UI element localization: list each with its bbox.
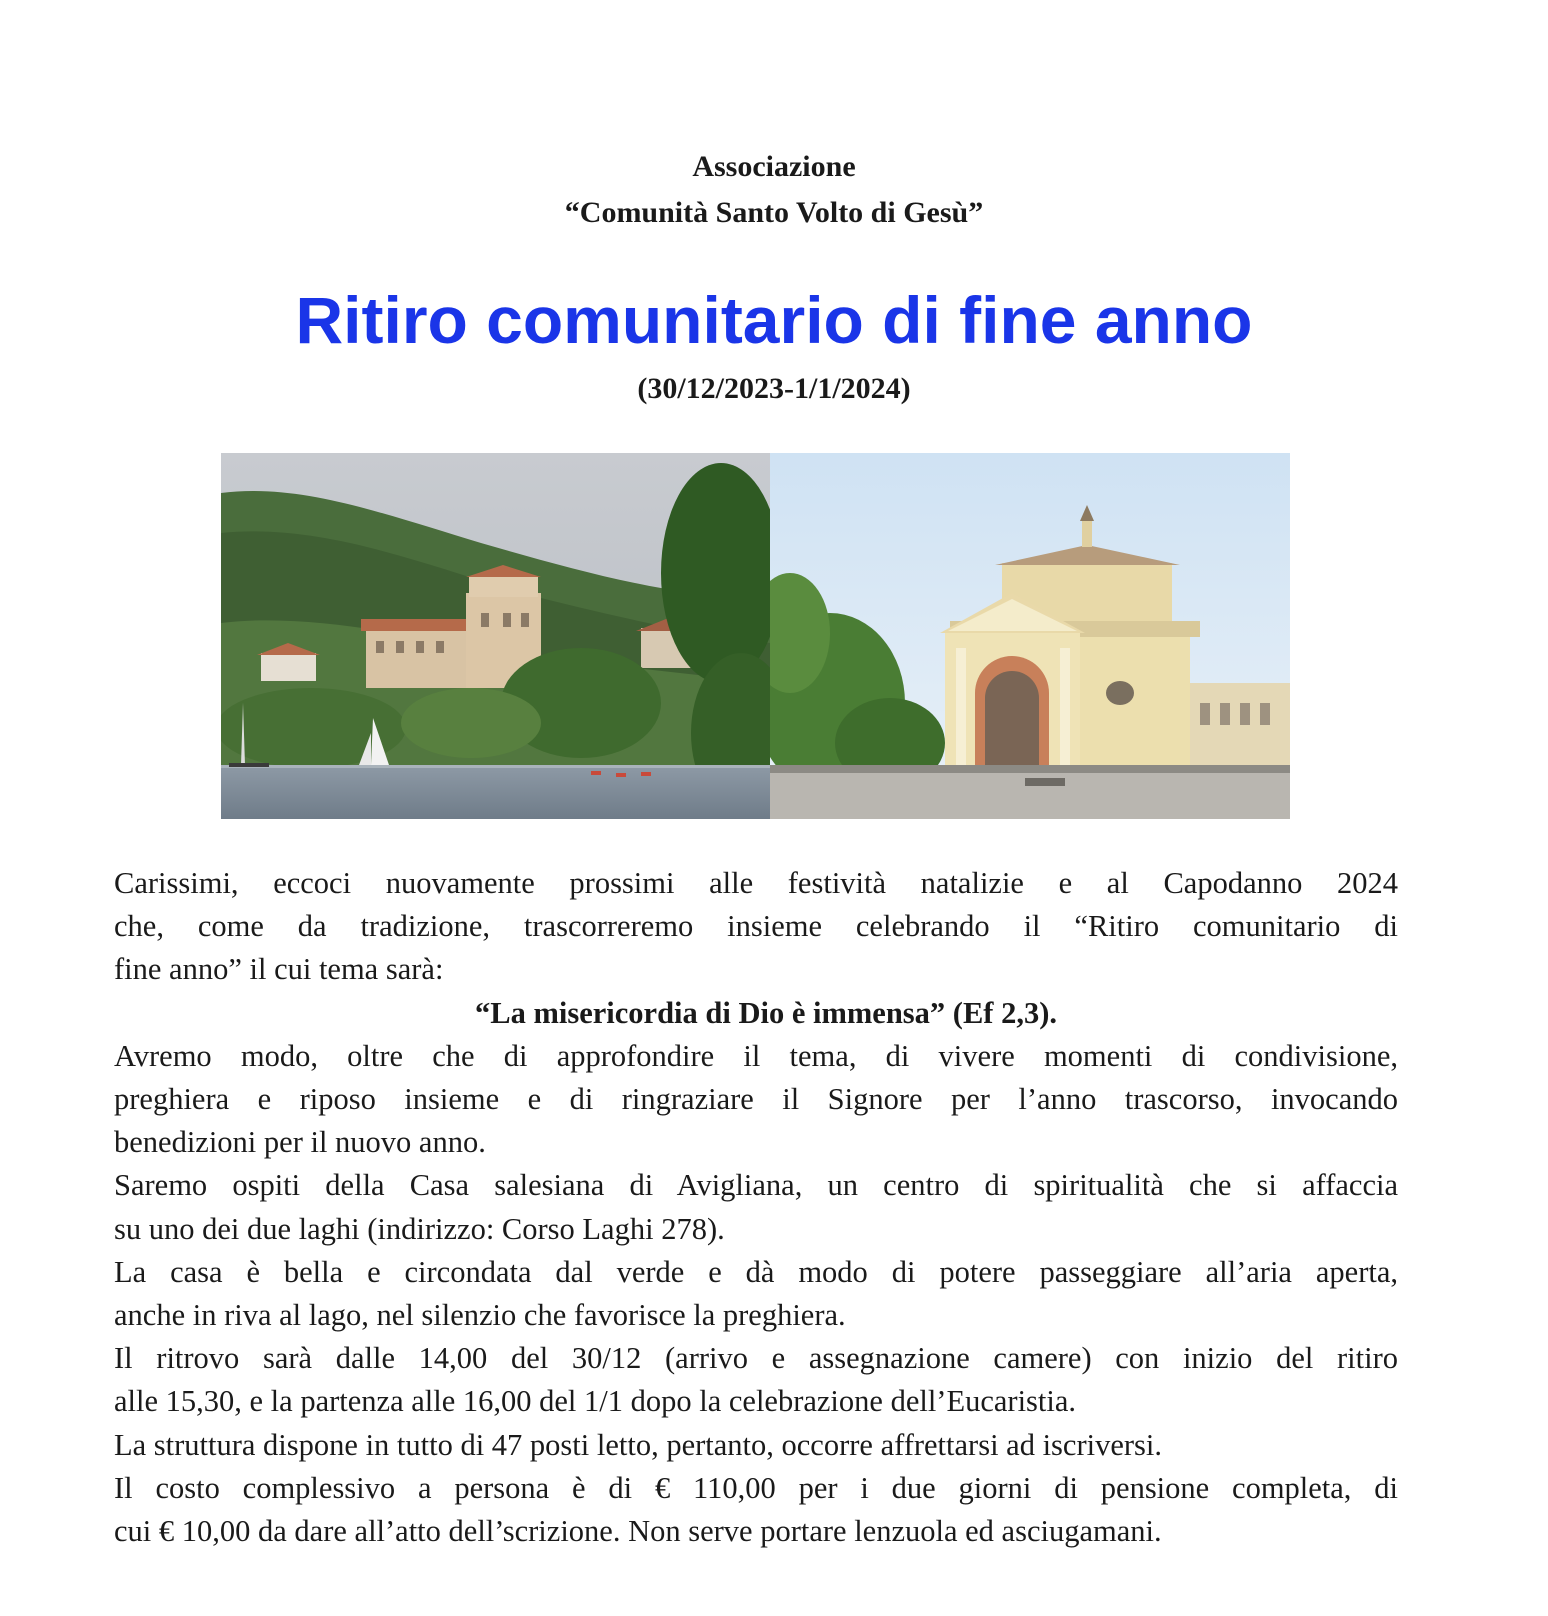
text-line: alle 15,30, e la partenza alle 16,00 del 1/1 dopo la celebrazione dell’Eucaristia.: [114, 1384, 1077, 1419]
text-line: Saremo ospiti della Casa salesiana di Avigliana, un centro di spiritualità che si affaccia: [114, 1168, 1398, 1203]
text-line: La struttura dispone in tutto di 47 posti letto, pertanto, occorre affrettarsi ad iscriversi.: [114, 1427, 1163, 1462]
retreat-theme: “La misericordia di Dio è immensa” (Ef 2,3).: [475, 995, 1057, 1030]
text-line: Carissimi, eccoci nuovamente prossimi alle festività natalizie e al Capodanno 2024: [114, 866, 1398, 900]
text-line: La casa è bella e circondata dal verde e dà modo di potere passeggiare all’aria aperta,: [114, 1254, 1398, 1289]
text-line: su uno dei due laghi (indirizzo: Corso Laghi 278).: [114, 1211, 725, 1246]
text-line: Il ritrovo sarà dalle 14,00 del 30/12 (arrivo e assegnazione camere) con inizio del ritiro: [114, 1341, 1398, 1376]
text-line: benedizioni per il nuovo anno.: [114, 1125, 486, 1160]
paragraph-schedule: [114, 1337, 1398, 1423]
paragraph-house: [114, 1251, 1398, 1337]
text-line: cui € 10,00 da dare all’atto dell’scrizione. Non serve portare lenzuola ed asciugamani.: [114, 1514, 1162, 1549]
text-line: preghiera e riposo insieme e di ringraziare il Signore per l’anno trascorso, invocando: [114, 1082, 1398, 1117]
text-line: fine anno” il cui tema sarà:: [114, 952, 444, 987]
paragraph-location: [114, 1164, 1398, 1250]
association-label: Associazione: [692, 150, 856, 183]
text-line: anche in riva al lago, nel silenzio che favorisce la preghiera.: [114, 1298, 846, 1333]
letter-body: [114, 862, 1398, 1553]
text-line: Il costo complessivo a persona è di € 110,00 per i due giorni di pensione completa, di: [114, 1470, 1398, 1505]
event-dates: (30/12/2023-1/1/2024): [637, 372, 911, 405]
paragraph-intro: [114, 862, 1398, 992]
page-title: Ritiro comunitario di fine anno: [295, 283, 1253, 357]
paragraph-activities: [114, 1035, 1398, 1165]
association-name: “Comunità Santo Volto di Gesù”: [564, 196, 984, 229]
lake-photo: [221, 453, 770, 819]
paragraph-cost: [114, 1467, 1398, 1553]
paragraph-beds: [114, 1424, 1398, 1467]
text-line: che, come da tradizione, trascorreremo insieme celebrando il “Ritiro comunitario di: [114, 909, 1398, 944]
text-line: Avremo modo, oltre che di approfondire il tema, di vivere momenti di condivisione,: [114, 1038, 1398, 1073]
church-photo: [770, 453, 1290, 819]
